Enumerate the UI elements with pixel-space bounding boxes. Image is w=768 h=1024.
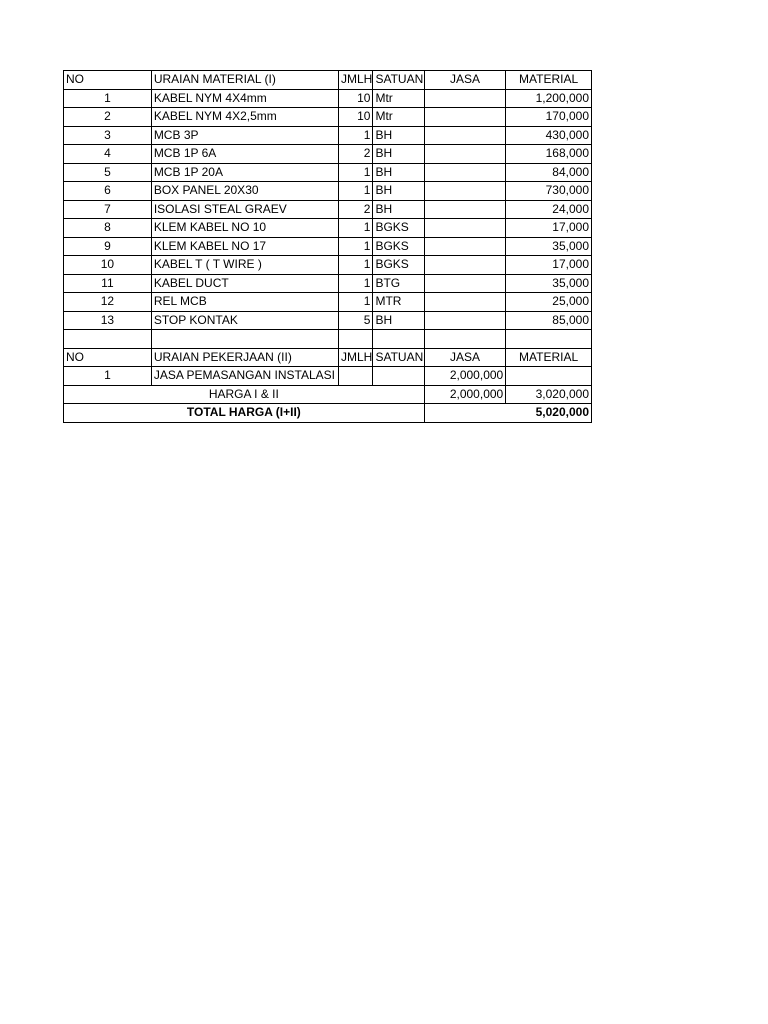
cell-qty: 1 (338, 163, 373, 182)
table-row (64, 256, 592, 275)
table-row (64, 200, 592, 219)
cell-no: 3 (64, 126, 152, 145)
table-row (64, 367, 592, 386)
cell-description: BOX PANEL 20X30 (151, 182, 338, 201)
cell-qty: 2 (338, 145, 373, 164)
cost-table-body (64, 71, 592, 423)
cost-estimate-sheet (63, 70, 592, 423)
cell-description: MCB 3P (151, 126, 338, 145)
cell-no: 7 (64, 200, 152, 219)
cell-unit: BH (373, 163, 424, 182)
blank-cell (373, 330, 424, 349)
cell-material: 84,000 (506, 163, 592, 182)
header-jasa: JASA (424, 348, 506, 367)
cell-description: KLEM KABEL NO 10 (151, 219, 338, 238)
table-row (64, 274, 592, 293)
table-row (64, 163, 592, 182)
cell-jasa (424, 219, 506, 238)
cell-unit: MTR (373, 293, 424, 312)
header-row-work (64, 348, 592, 367)
cell-description: MCB 1P 20A (151, 163, 338, 182)
blank-cell (506, 330, 592, 349)
table-row (64, 108, 592, 127)
cell-no: 13 (64, 311, 152, 330)
cell-material: 1,200,000 (506, 89, 592, 108)
table-row (64, 293, 592, 312)
cell-material: 17,000 (506, 256, 592, 275)
cell-description: STOP KONTAK (151, 311, 338, 330)
header-qty: JMLH (338, 71, 373, 90)
cell-description: JASA PEMASANGAN INSTALASI (151, 367, 338, 386)
cell-description: KABEL NYM 4X4mm (151, 89, 338, 108)
blank-cell (424, 330, 506, 349)
cell-jasa (424, 182, 506, 201)
cell-jasa (424, 293, 506, 312)
table-row (64, 182, 592, 201)
cell-unit: BH (373, 311, 424, 330)
cell-no: 5 (64, 163, 152, 182)
header-unit: SATUAN (373, 348, 424, 367)
cell-material: 430,000 (506, 126, 592, 145)
cell-unit: BH (373, 182, 424, 201)
cell-description: MCB 1P 6A (151, 145, 338, 164)
cell-no: 1 (64, 367, 152, 386)
cell-unit: Mtr (373, 89, 424, 108)
cell-material: 168,000 (506, 145, 592, 164)
table-row (64, 311, 592, 330)
cell-qty: 2 (338, 200, 373, 219)
total-value: 5,020,000 (424, 404, 591, 423)
header-row-material (64, 71, 592, 90)
header-material: MATERIAL (506, 348, 592, 367)
blank-cell (64, 330, 152, 349)
subtotal-row (64, 385, 592, 404)
cell-unit: BGKS (373, 256, 424, 275)
cell-qty (338, 367, 373, 386)
header-jasa: JASA (424, 71, 506, 90)
cell-jasa (424, 311, 506, 330)
blank-cell (151, 330, 338, 349)
cell-qty: 1 (338, 126, 373, 145)
cell-no: 9 (64, 237, 152, 256)
table-row (64, 89, 592, 108)
cell-no: 12 (64, 293, 152, 312)
cell-description: KABEL T ( T WIRE ) (151, 256, 338, 275)
cell-jasa (424, 200, 506, 219)
cell-qty: 1 (338, 293, 373, 312)
cell-unit: Mtr (373, 108, 424, 127)
cell-unit (373, 367, 424, 386)
cell-jasa: 2,000,000 (424, 367, 506, 386)
cell-material: 85,000 (506, 311, 592, 330)
cell-description: ISOLASI STEAL GRAEV (151, 200, 338, 219)
cell-unit: BGKS (373, 219, 424, 238)
cost-table (63, 70, 592, 423)
subtotal-jasa: 2,000,000 (424, 385, 506, 404)
cell-jasa (424, 145, 506, 164)
cell-no: 8 (64, 219, 152, 238)
cell-material: 17,000 (506, 219, 592, 238)
cell-jasa (424, 89, 506, 108)
cell-qty: 10 (338, 108, 373, 127)
cell-jasa (424, 163, 506, 182)
header-no: NO (64, 348, 152, 367)
cell-qty: 1 (338, 182, 373, 201)
header-unit: SATUAN (373, 71, 424, 90)
header-description: URAIAN MATERIAL (I) (151, 71, 338, 90)
cell-qty: 1 (338, 219, 373, 238)
table-row (64, 219, 592, 238)
cell-no: 2 (64, 108, 152, 127)
header-no: NO (64, 71, 152, 90)
cell-material: 25,000 (506, 293, 592, 312)
header-qty: JMLH (338, 348, 373, 367)
cell-description: KABEL NYM 4X2,5mm (151, 108, 338, 127)
table-row (64, 126, 592, 145)
cell-qty: 5 (338, 311, 373, 330)
cell-unit: BH (373, 200, 424, 219)
cell-no: 11 (64, 274, 152, 293)
blank-cell (338, 330, 373, 349)
table-row (64, 237, 592, 256)
total-label: TOTAL HARGA (I+II) (64, 404, 425, 423)
cell-jasa (424, 274, 506, 293)
cell-no: 1 (64, 89, 152, 108)
cell-unit: BH (373, 126, 424, 145)
cell-material: 35,000 (506, 274, 592, 293)
cell-no: 10 (64, 256, 152, 275)
cell-material: 24,000 (506, 200, 592, 219)
cell-qty: 1 (338, 237, 373, 256)
cell-material: 35,000 (506, 237, 592, 256)
header-description: URAIAN PEKERJAAN (II) (151, 348, 338, 367)
subtotal-label: HARGA I & II (64, 385, 425, 404)
cell-description: REL MCB (151, 293, 338, 312)
cell-description: KABEL DUCT (151, 274, 338, 293)
total-row (64, 404, 592, 423)
cell-material: 730,000 (506, 182, 592, 201)
cell-jasa (424, 108, 506, 127)
cell-no: 6 (64, 182, 152, 201)
cell-material (506, 367, 592, 386)
cell-jasa (424, 237, 506, 256)
cell-qty: 1 (338, 256, 373, 275)
blank-row (64, 330, 592, 349)
cell-qty: 1 (338, 274, 373, 293)
cell-jasa (424, 126, 506, 145)
subtotal-material: 3,020,000 (506, 385, 592, 404)
cell-jasa (424, 256, 506, 275)
cell-no: 4 (64, 145, 152, 164)
cell-unit: BTG (373, 274, 424, 293)
table-row (64, 145, 592, 164)
cell-material: 170,000 (506, 108, 592, 127)
cell-unit: BH (373, 145, 424, 164)
header-material: MATERIAL (506, 71, 592, 90)
cell-description: KLEM KABEL NO 17 (151, 237, 338, 256)
cell-qty: 10 (338, 89, 373, 108)
cell-unit: BGKS (373, 237, 424, 256)
